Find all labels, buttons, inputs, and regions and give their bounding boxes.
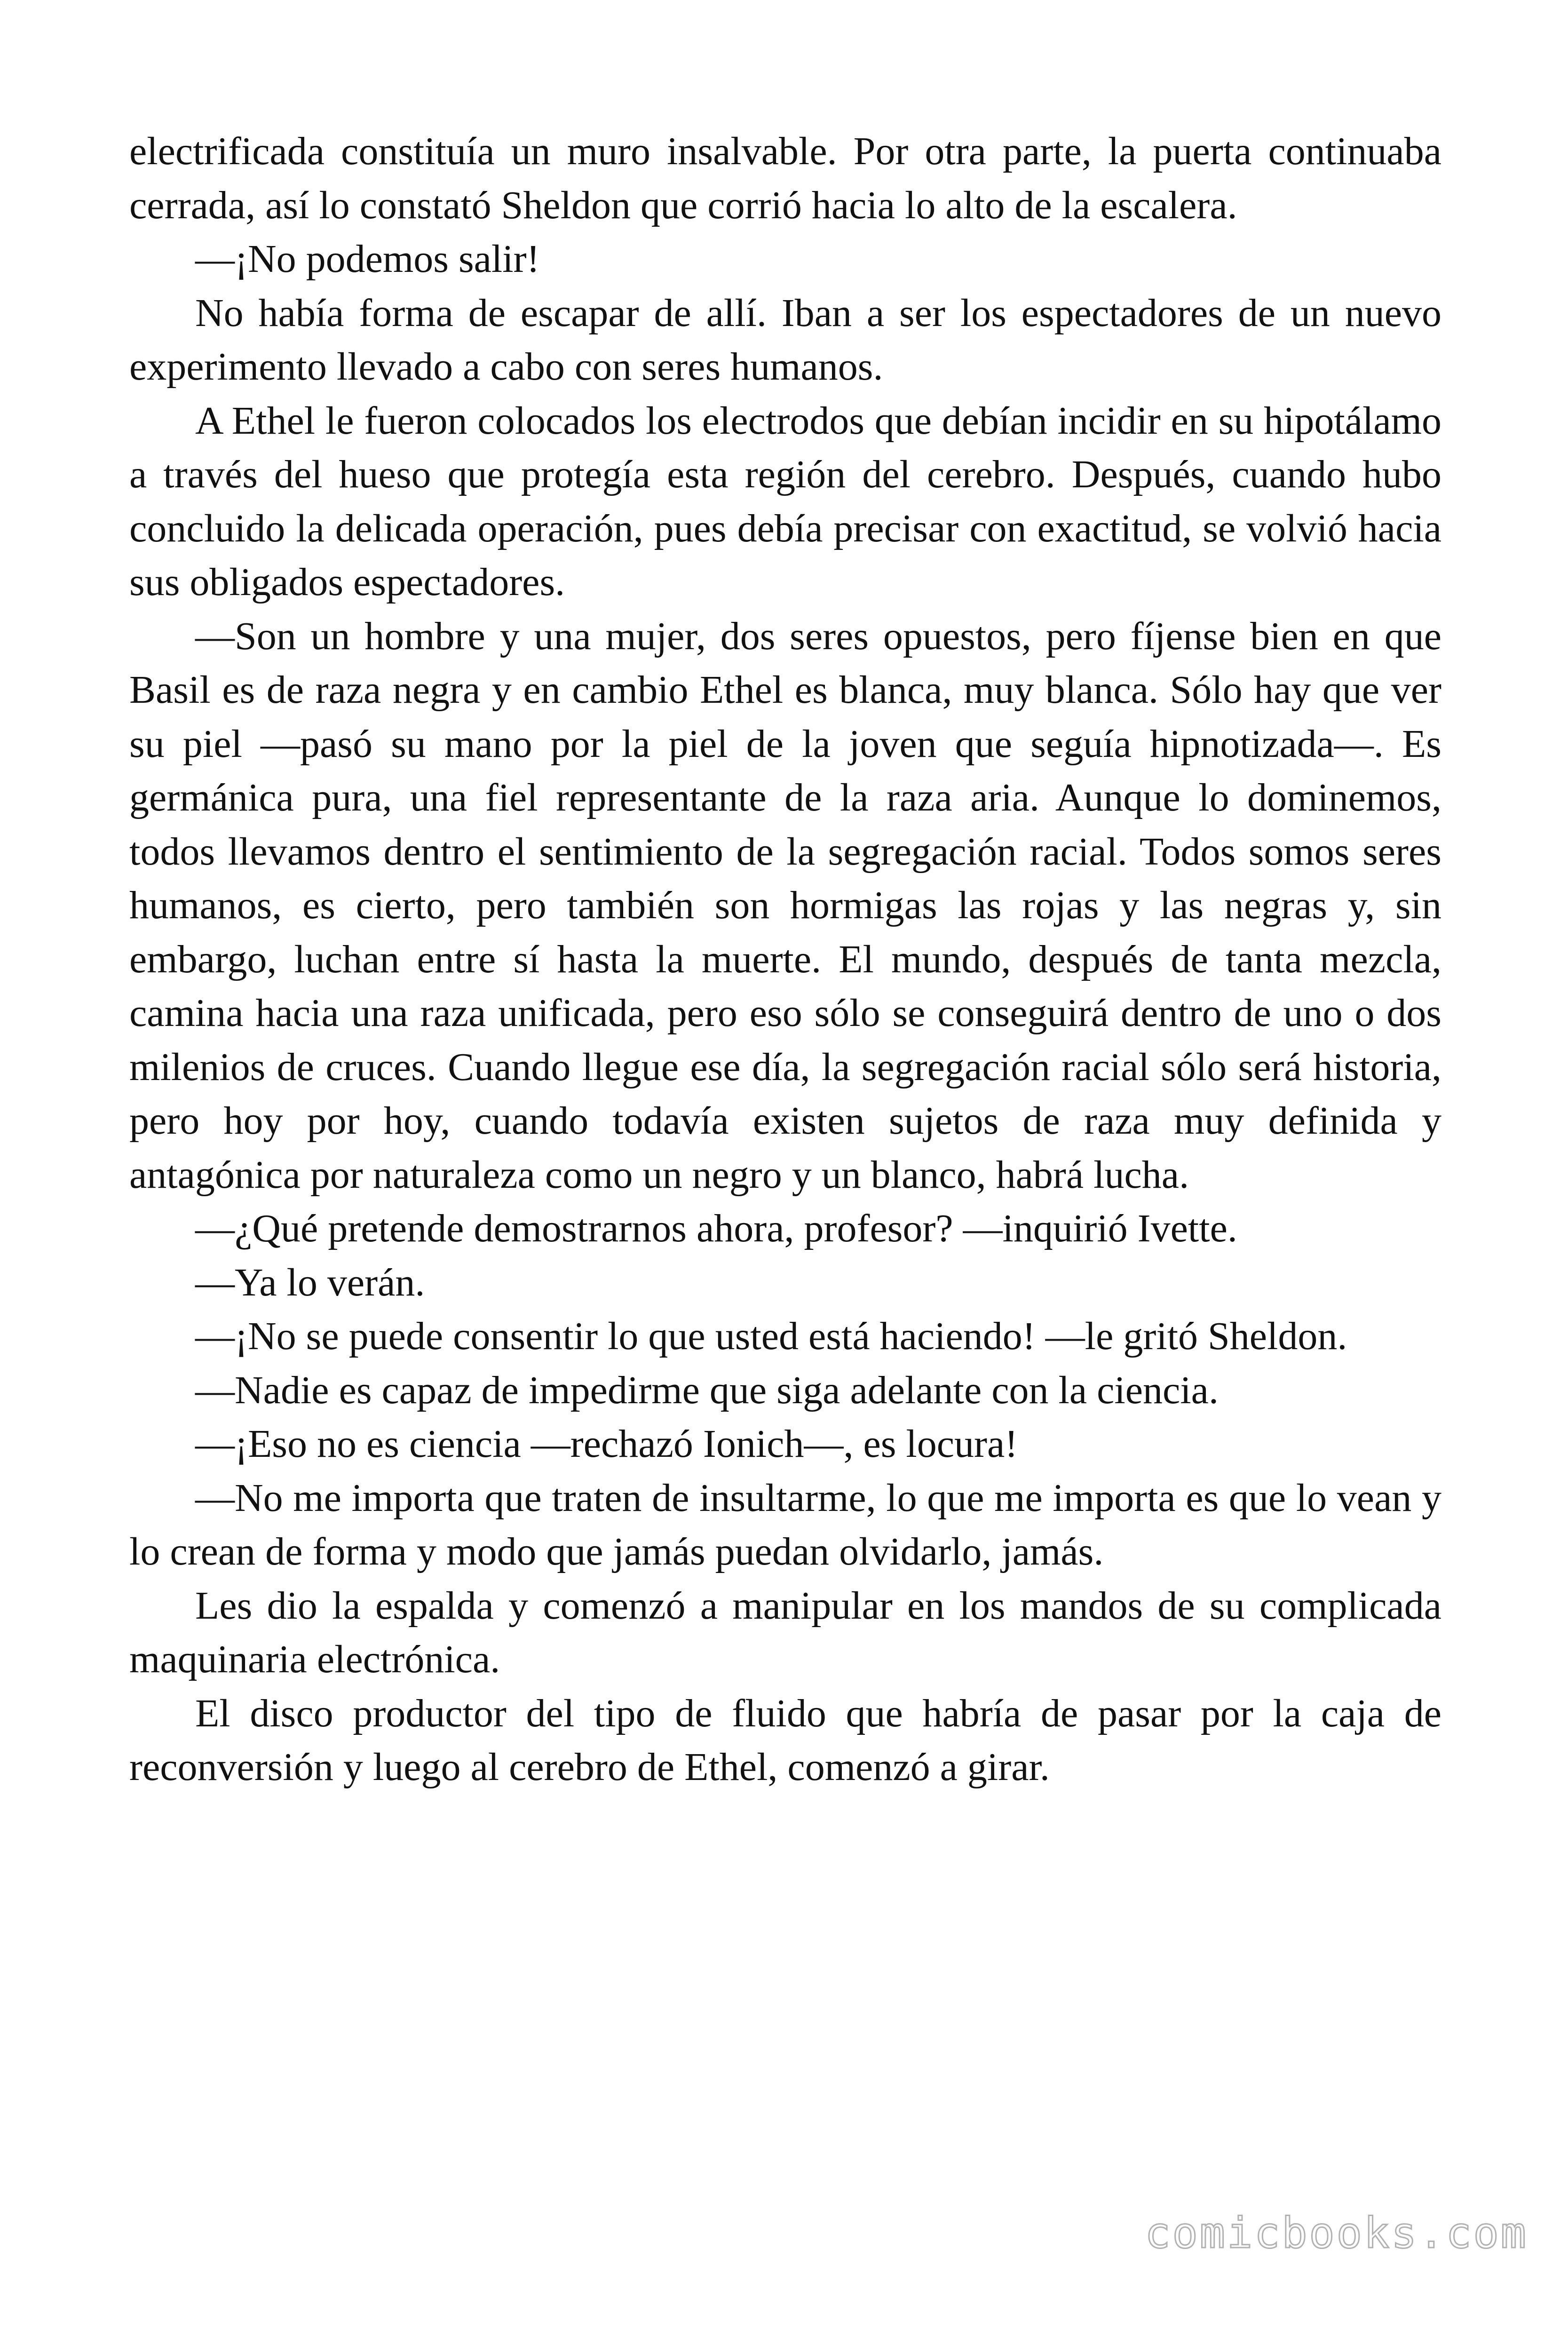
paragraph-1: electrificada constituía un muro insalvable. Por otra parte, la puerta continuaba cerrada, así lo constató Sheldon que corrió hacia lo alto de la escalera.	[129, 129, 1441, 227]
paragraph-4: A Ethel le fueron colocados los electrodos que debían incidir en su hipotálamo a través del hueso que protegía esta región del cerebro. Después, cuando hubo concluido la delicada operación, pues debía precisar con exactitud, se volvió hacia sus obligados espectadores.	[129, 398, 1441, 604]
paragraph-3: No había forma de escapar de allí. Iban a ser los espectadores de un nuevo experimento llevado a cabo con seres humanos.	[129, 291, 1441, 389]
paragraph-11: —No me importa que traten de insultarme, lo que me importa es que lo vean y lo crean de forma y modo que jamás puedan olvidarlo, jamás.	[129, 1476, 1441, 1573]
paragraph-6: —¿Qué pretende demostrarnos ahora, profesor? —inquirió Ivette.	[195, 1207, 1237, 1250]
paragraph-7: —Ya lo verán.	[195, 1260, 425, 1304]
paragraph-9: —Nadie es capaz de impedirme que siga adelante con la ciencia.	[195, 1368, 1219, 1412]
paragraph-10: —¡Eso no es ciencia —rechazó Ionich—, es locura!	[195, 1422, 1018, 1466]
paragraph-13: El disco productor del tipo de fluido que habría de pasar por la caja de reconversión y luego al cerebro de Ethel, comenzó a girar.	[129, 1691, 1441, 1789]
paragraph-5: —Son un hombre y una mujer, dos seres opuestos, pero fíjense bien en que Basil es de raza negra y en cambio Ethel es blanca, muy blanca. Sólo hay que ver su piel —pasó su mano por la piel de la joven que seguía hipnotizada—. Es germánica pura, una fiel representante de la raza aria. Aunque lo dominemos, todos llevamos dentro el sentimiento de la segregación racial. Todos somos seres humanos, es cierto, pero también son hormigas las rojas y las negras y, sin embargo, luchan entre sí hasta la muerte. El mundo, después de tanta mezcla, camina hacia una raza unificada, pero eso sólo se conseguirá dentro de uno o dos milenios de cruces. Cuando llegue ese día, la segregación racial sólo será historia, pero hoy por hoy, cuando todavía existen sujetos de raza muy definida y antagónica por naturaleza como un negro y un blanco, habrá lucha.	[129, 614, 1441, 1197]
paragraph-8: —¡No se puede consentir lo que usted está haciendo! —le gritó Sheldon.	[195, 1314, 1347, 1358]
watermark-logo: comicbooks.com	[1145, 2209, 1528, 2258]
paragraph-12: Les dio la espalda y comenzó a manipular en los mandos de su complicada maquinaria electrónica.	[129, 1583, 1441, 1681]
paragraph-2: —¡No podemos salir!	[195, 237, 540, 281]
book-page	[129, 125, 1441, 1795]
